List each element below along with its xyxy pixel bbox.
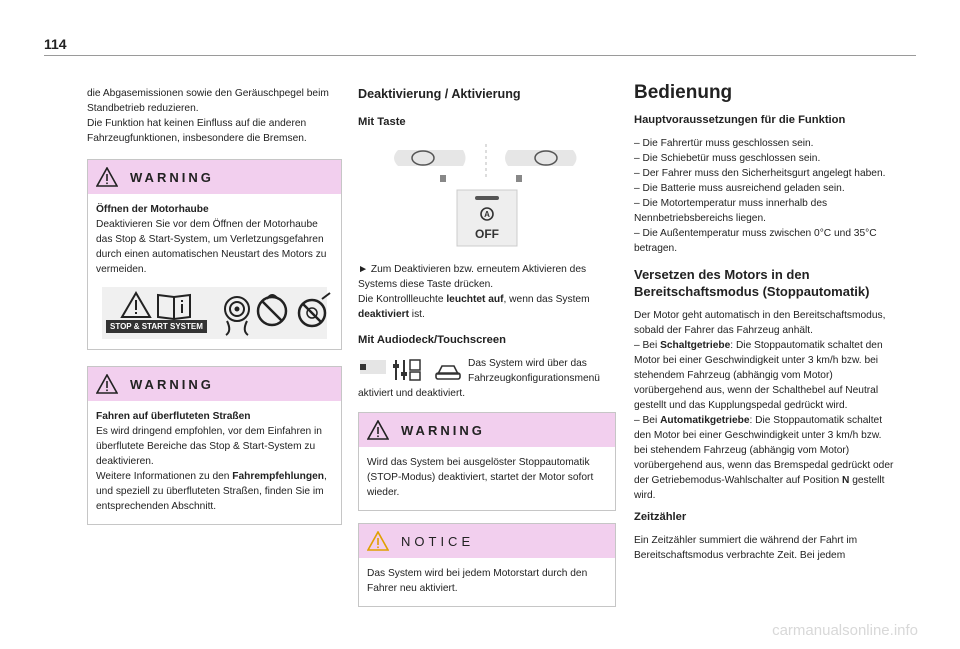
notice-label: NOTICE [401, 533, 475, 549]
warning-text: Deaktivieren Sie vor dem Öffnen der Motorhaube das Stop & Start-System, um Verletzungsgefahren durch einen automatischen Neustart des Motors zu vermeiden. [96, 219, 327, 275]
standby-intro: Der Motor geht automatisch in den Bereitschaftsmodus, sobald der Fahrer das Fahrzeug anhält. [634, 310, 886, 336]
list-item: – Die Motortemperatur muss innerhalb des Nennbetriebsbereichs liegen. [634, 198, 828, 224]
dashboard-right-icon [505, 150, 577, 182]
subheading-conditions: Hauptvoraussetzungen für die Funktion [634, 114, 846, 126]
engine-fan-icon [225, 297, 249, 335]
list-item: – Die Schiebetür muss geschlossen sein. [634, 153, 821, 164]
subheading-timer: Zeitzähler [634, 511, 687, 523]
svg-text:A: A [484, 210, 490, 219]
warning-triangle-icon [367, 420, 389, 440]
header-divider [44, 55, 916, 56]
warning-box-stop-mode [358, 412, 616, 511]
warning-label: WARNING [130, 376, 214, 392]
column-right [634, 82, 894, 563]
instruction-press: ► Zum Deaktivieren bzw. erneutem Aktivieren des Systems diese Taste drücken. [358, 264, 587, 290]
warning-triangle-icon [96, 374, 118, 394]
manual-book-icon [158, 295, 190, 319]
warning-text-reference: Weitere Informationen zu den Fahrempfehlungen, und speziell zu überfluteten Straßen, finden Sie im entsprechenden Abschnitt. [96, 471, 327, 512]
notice-box [358, 523, 616, 607]
warning-label: WARNING [130, 169, 214, 185]
warning-title: Öffnen der Motorhaube [96, 204, 209, 215]
warning-box-header [88, 160, 341, 194]
warning-title: Fahren auf überfluteten Straßen [96, 411, 251, 422]
standby-automatic: – Bei Automatikgetriebe: Die Stoppautomatik schaltet den Motor bei einer Geschwindigkeit unter 3 km/h bzw. bei stehendem Fahrzeug (abhängig vom Motor) vorübergehend aus, wenn das Bremspedal gedrückt oder der Getriebemodus-Wahlschalter auf Position N gestellt wird. [634, 415, 894, 501]
warning-box-flood [87, 366, 342, 525]
watermark: carmanualsonline.info [772, 622, 918, 639]
list-item: – Die Außentemperatur muss zwischen 0°C und 35°C betragen. [634, 228, 877, 254]
timer-text: Ein Zeitzähler summiert die während der Fahrt im Bereitschaftsmodus verbrachte Zeit. Bei jedem [634, 535, 858, 561]
stop-start-off-button-icon [457, 190, 517, 246]
instruction-indicator: Die Kontrollleuchte leuchtet auf, wenn das System deaktiviert ist. [358, 294, 590, 320]
warning-box-body [359, 447, 615, 510]
subheading-audio: Mit Audiodeck/Touchscreen [358, 334, 506, 346]
warning-triangle-icon [96, 167, 118, 187]
page-section-title: Bedienung [634, 82, 733, 103]
audio-text: Das System wird über das Fahrzeugkonfigurationsmenü [468, 358, 600, 384]
list-item: – Der Fahrer muss den Sicherheitsgurt angelegt haben. [634, 168, 886, 179]
touchscreen-icon [360, 360, 386, 374]
notice-box-header [359, 524, 615, 558]
warning-box-header [88, 367, 341, 401]
warning-box-body [88, 401, 341, 524]
column-left [87, 86, 342, 525]
audio-menu-icons [358, 356, 462, 384]
intro-paragraph-1: die Abgasemissionen sowie den Geräuschpegel beim Standbetrieb reduzieren. [87, 88, 329, 114]
audio-text-continued: aktiviert und deaktiviert. [358, 388, 466, 399]
notice-text: Das System wird bei jedem Motorstart durch den Fahrer neu aktiviert. [367, 568, 588, 594]
standby-manual: – Bei Schaltgetriebe: Die Stoppautomatik schaltet den Motor bei einer Geschwindigkeit unter 3 km/h bzw. bei stehendem Fahrzeug (abhängig vom Motor) vorübergehend aus, wenn der Schalthebel auf Neutral gestellt und das Kupplungspedal gedrückt wird. [634, 340, 883, 411]
off-button-label: OFF [475, 227, 499, 241]
settings-sliders-icon [393, 360, 420, 380]
warning-label: WARNING [401, 422, 485, 438]
warning-text: Es wird dringend empfohlen, vor dem Einfahren in überflutete Bereiche das Stop & Start-System zu deaktivieren. [96, 426, 322, 467]
warning-box-header [359, 413, 615, 447]
dashboard-illustration [358, 138, 616, 248]
subheading-button: Mit Taste [358, 116, 406, 128]
page-number: 114 [44, 36, 67, 52]
list-item: – Die Fahrertür muss geschlossen sein. [634, 138, 814, 149]
no-hand-icon [258, 295, 286, 325]
subheading-standby: Versetzen des Motors in den Bereitschaftsmodus (Stoppautomatik) [634, 267, 870, 299]
column-middle [358, 86, 616, 607]
audio-row [358, 356, 616, 386]
dashboard-left-icon [394, 150, 466, 182]
warning-text: Wird das System bei ausgelöster Stoppautomatik (STOP-Modus) deaktiviert, startet der Motor sofort wieder. [367, 457, 594, 498]
list-item: – Die Batterie muss ausreichend geladen sein. [634, 183, 845, 194]
stop-start-badge: STOP & START SYSTEM [106, 320, 207, 333]
notice-box-body [359, 558, 615, 606]
section-heading: Deaktivierung / Aktivierung [358, 87, 521, 101]
intro-paragraph-2: Die Funktion hat keinen Einfluss auf die anderen Fahrzeugfunktionen, insbesondere die Bremsen. [87, 118, 307, 144]
notice-triangle-icon [367, 531, 389, 551]
car-icon [436, 366, 460, 379]
conditions-list [634, 136, 894, 256]
warning-pictogram-strip [102, 287, 327, 339]
caution-icon [122, 293, 150, 317]
warning-box-body [88, 194, 341, 349]
no-fan-icon [299, 293, 330, 326]
warning-box-hood [87, 159, 342, 350]
